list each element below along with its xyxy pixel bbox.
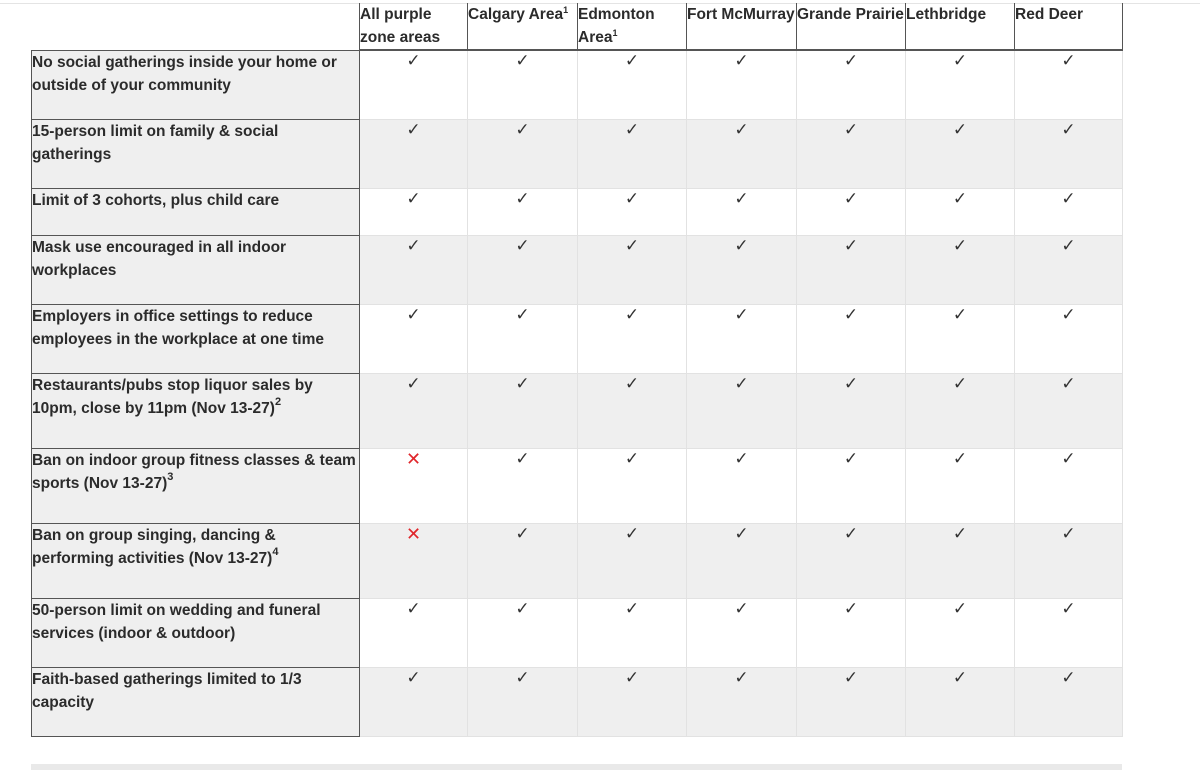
checkmark-icon: ✓ — [734, 119, 749, 139]
checkmark-icon: ✓ — [952, 119, 968, 139]
checkmark-icon: ✓ — [952, 235, 968, 255]
status-cell — [797, 304, 906, 373]
status-cell — [906, 304, 1015, 373]
status-cell — [906, 119, 1015, 188]
checkmark-icon: ✓ — [843, 373, 859, 393]
checkmark-icon: ✓ — [1061, 667, 1076, 687]
row-label-text: Restaurants/pubs stop liquor sales by 10pm, close by 11pm (Nov 13-27) — [32, 376, 313, 417]
checkmark-icon: ✓ — [515, 448, 530, 468]
status-cell — [797, 598, 906, 667]
status-cell — [906, 373, 1015, 448]
status-cell — [1015, 523, 1123, 598]
status-cell — [797, 50, 906, 119]
checkmark-icon: ✓ — [734, 188, 749, 208]
status-cell — [1015, 373, 1123, 448]
checkmark-icon: ✓ — [734, 373, 749, 393]
status-cell — [468, 304, 578, 373]
column-header — [797, 3, 906, 50]
status-cell — [687, 448, 797, 523]
column-header — [687, 3, 797, 50]
row-label-footnote: 4 — [272, 546, 279, 559]
checkmark-icon: ✓ — [843, 667, 859, 687]
row-label — [32, 50, 360, 119]
table-row — [32, 188, 1123, 235]
status-cell — [906, 188, 1015, 235]
checkmark-icon: ✓ — [624, 598, 640, 618]
checkmark-icon: ✓ — [734, 667, 749, 687]
checkmark-icon: ✓ — [1061, 51, 1076, 70]
checkmark-icon: ✓ — [624, 448, 640, 468]
status-cell — [1015, 448, 1123, 523]
status-cell — [797, 448, 906, 523]
checkmark-icon: ✓ — [843, 188, 859, 208]
status-cell — [578, 373, 687, 448]
status-cell — [578, 119, 687, 188]
row-label — [32, 448, 360, 523]
table-row — [32, 50, 1123, 119]
status-cell — [797, 235, 906, 304]
column-header-label: Lethbridge — [906, 6, 987, 23]
status-cell — [906, 448, 1015, 523]
checkmark-icon: ✓ — [952, 598, 968, 618]
status-cell — [578, 188, 687, 235]
checkmark-icon: ✓ — [1061, 188, 1076, 208]
status-cell — [1015, 188, 1123, 235]
checkmark-icon: ✓ — [406, 51, 421, 70]
column-header — [360, 3, 468, 50]
header-corner — [32, 3, 360, 50]
checkmark-icon: ✓ — [515, 304, 530, 324]
status-cell — [687, 188, 797, 235]
checkmark-icon: ✓ — [624, 667, 640, 687]
status-cell — [687, 523, 797, 598]
row-label-text: 50-person limit on wedding and funeral services (indoor & outdoor) — [32, 601, 321, 642]
checkmark-icon: ✓ — [843, 598, 859, 618]
table-row — [32, 598, 1123, 667]
status-cell — [468, 235, 578, 304]
checkmark-icon: ✓ — [952, 188, 968, 208]
status-cell — [906, 235, 1015, 304]
column-header-footnote: 1 — [612, 27, 618, 38]
restrictions-table — [31, 3, 1123, 737]
table-row — [32, 235, 1123, 304]
column-header-footnote: 1 — [563, 4, 569, 15]
checkmark-icon: ✓ — [734, 523, 749, 543]
checkmark-icon: ✓ — [952, 373, 968, 393]
row-label-text: Ban on indoor group fitness classes & team sports (Nov 13-27) — [32, 451, 356, 492]
checkmark-icon: ✓ — [624, 119, 640, 139]
table-row — [32, 119, 1123, 188]
row-label — [32, 373, 360, 448]
table-row — [32, 523, 1123, 598]
status-cell — [687, 50, 797, 119]
status-cell — [1015, 119, 1123, 188]
checkmark-icon: ✓ — [843, 448, 859, 468]
status-cell — [687, 119, 797, 188]
column-header-label: All purple zone areas — [360, 6, 441, 46]
row-label-text: Mask use encouraged in all indoor workplaces — [32, 238, 287, 279]
row-label — [32, 667, 360, 736]
column-header-label: Fort McMurray — [687, 6, 795, 23]
status-cell — [360, 523, 468, 598]
status-cell — [468, 523, 578, 598]
status-cell — [906, 523, 1015, 598]
status-cell — [468, 598, 578, 667]
checkmark-icon: ✓ — [515, 119, 530, 139]
status-cell — [360, 188, 468, 235]
status-cell — [687, 235, 797, 304]
checkmark-icon: ✓ — [843, 235, 859, 255]
checkmark-icon: ✓ — [515, 373, 530, 393]
status-cell — [687, 667, 797, 736]
column-header — [578, 3, 687, 50]
checkmark-icon: ✓ — [406, 598, 421, 618]
status-cell — [578, 235, 687, 304]
status-cell — [360, 667, 468, 736]
checkmark-icon: ✓ — [952, 667, 968, 687]
status-cell — [578, 304, 687, 373]
status-cell — [578, 667, 687, 736]
status-cell — [1015, 304, 1123, 373]
checkmark-icon: ✓ — [734, 598, 749, 618]
checkmark-icon: ✓ — [734, 51, 749, 70]
checkmark-icon: ✓ — [952, 51, 968, 70]
row-label — [32, 598, 360, 667]
status-cell — [360, 119, 468, 188]
status-cell — [906, 598, 1015, 667]
row-label-footnote: 2 — [274, 396, 282, 409]
checkmark-icon: ✓ — [515, 523, 530, 543]
status-cell — [687, 304, 797, 373]
checkmark-icon: ✓ — [1061, 235, 1076, 255]
checkmark-icon: ✓ — [1061, 448, 1076, 468]
column-header-label: Calgary Area — [468, 6, 564, 23]
row-label — [32, 304, 360, 373]
table-row — [32, 667, 1123, 736]
status-cell — [906, 50, 1015, 119]
status-cell — [360, 598, 468, 667]
table-row — [32, 448, 1123, 523]
checkmark-icon: ✓ — [515, 235, 530, 255]
row-label-text: 15-person limit on family & social gatherings — [32, 122, 279, 163]
status-cell — [1015, 50, 1123, 119]
checkmark-icon: ✓ — [952, 304, 968, 324]
checkmark-icon: ✓ — [515, 188, 530, 208]
checkmark-icon: ✓ — [406, 235, 421, 255]
status-cell — [797, 119, 906, 188]
checkmark-icon: ✓ — [843, 51, 859, 70]
checkmark-icon: ✓ — [1061, 304, 1076, 324]
checkmark-icon: ✓ — [406, 373, 421, 393]
status-cell — [578, 523, 687, 598]
checkmark-icon: ✓ — [843, 523, 859, 543]
column-header — [906, 3, 1015, 50]
row-label-text: No social gatherings inside your home or outside of your community — [32, 53, 337, 94]
status-cell — [468, 119, 578, 188]
checkmark-icon: ✓ — [1061, 598, 1076, 618]
status-cell — [797, 523, 906, 598]
status-cell — [468, 50, 578, 119]
checkmark-icon: ✓ — [952, 448, 968, 468]
checkmark-icon: ✓ — [515, 51, 530, 70]
column-header-label: Edmonton Area — [578, 6, 655, 46]
checkmark-icon: ✓ — [1061, 119, 1076, 139]
checkmark-icon: ✓ — [624, 235, 640, 255]
checkmark-icon: ✓ — [515, 667, 530, 687]
status-cell — [797, 667, 906, 736]
row-label — [32, 188, 360, 235]
checkmark-icon: ✓ — [624, 373, 640, 393]
row-label — [32, 523, 360, 598]
status-cell — [797, 188, 906, 235]
table-body — [32, 50, 1123, 736]
checkmark-icon: ✓ — [734, 235, 749, 255]
column-header — [468, 3, 578, 50]
status-cell — [360, 448, 468, 523]
checkmark-icon: ✓ — [515, 598, 530, 618]
cross-icon: ✕ — [405, 523, 422, 544]
checkmark-icon: ✓ — [1061, 523, 1076, 543]
checkmark-icon: ✓ — [843, 304, 859, 324]
row-label-text: Limit of 3 cohorts, plus child care — [32, 191, 280, 209]
status-cell — [468, 188, 578, 235]
row-label-text: Employers in office settings to reduce employees in the workplace at one time — [32, 307, 325, 348]
status-cell — [1015, 235, 1123, 304]
column-header-label: Red Deer — [1015, 6, 1084, 23]
checkmark-icon: ✓ — [406, 304, 421, 324]
row-label — [32, 119, 360, 188]
checkmark-icon: ✓ — [843, 119, 859, 139]
cross-icon: ✕ — [405, 448, 422, 469]
status-cell — [578, 448, 687, 523]
status-cell — [360, 235, 468, 304]
checkmark-icon: ✓ — [734, 304, 749, 324]
status-cell — [360, 373, 468, 448]
status-cell — [468, 373, 578, 448]
status-cell — [468, 448, 578, 523]
checkmark-icon: ✓ — [406, 188, 421, 208]
status-cell — [687, 373, 797, 448]
status-cell — [360, 304, 468, 373]
status-cell — [1015, 598, 1123, 667]
checkmark-icon: ✓ — [952, 523, 968, 543]
checkmark-icon: ✓ — [624, 51, 640, 70]
status-cell — [468, 667, 578, 736]
checkmark-icon: ✓ — [624, 304, 640, 324]
header-row — [32, 3, 1123, 50]
status-cell — [1015, 667, 1123, 736]
column-header — [1015, 3, 1123, 50]
checkmark-icon: ✓ — [406, 119, 421, 139]
table-row — [32, 304, 1123, 373]
status-cell — [797, 373, 906, 448]
status-cell — [687, 598, 797, 667]
row-label-footnote: 3 — [167, 471, 174, 484]
status-cell — [578, 50, 687, 119]
checkmark-icon: ✓ — [624, 188, 640, 208]
bottom-bar — [31, 764, 1122, 770]
checkmark-icon: ✓ — [1061, 373, 1076, 393]
checkmark-icon: ✓ — [624, 523, 640, 543]
status-cell — [578, 598, 687, 667]
checkmark-icon: ✓ — [734, 448, 749, 468]
column-header-label: Grande Prairie — [797, 6, 904, 23]
status-cell — [906, 667, 1015, 736]
checkmark-icon: ✓ — [406, 667, 421, 687]
table-row — [32, 373, 1123, 448]
row-label-text: Ban on group singing, dancing & performing activities (Nov 13-27) — [32, 526, 276, 567]
status-cell — [360, 50, 468, 119]
row-label — [32, 235, 360, 304]
row-label-text: Faith-based gatherings limited to 1/3 capacity — [32, 670, 302, 711]
